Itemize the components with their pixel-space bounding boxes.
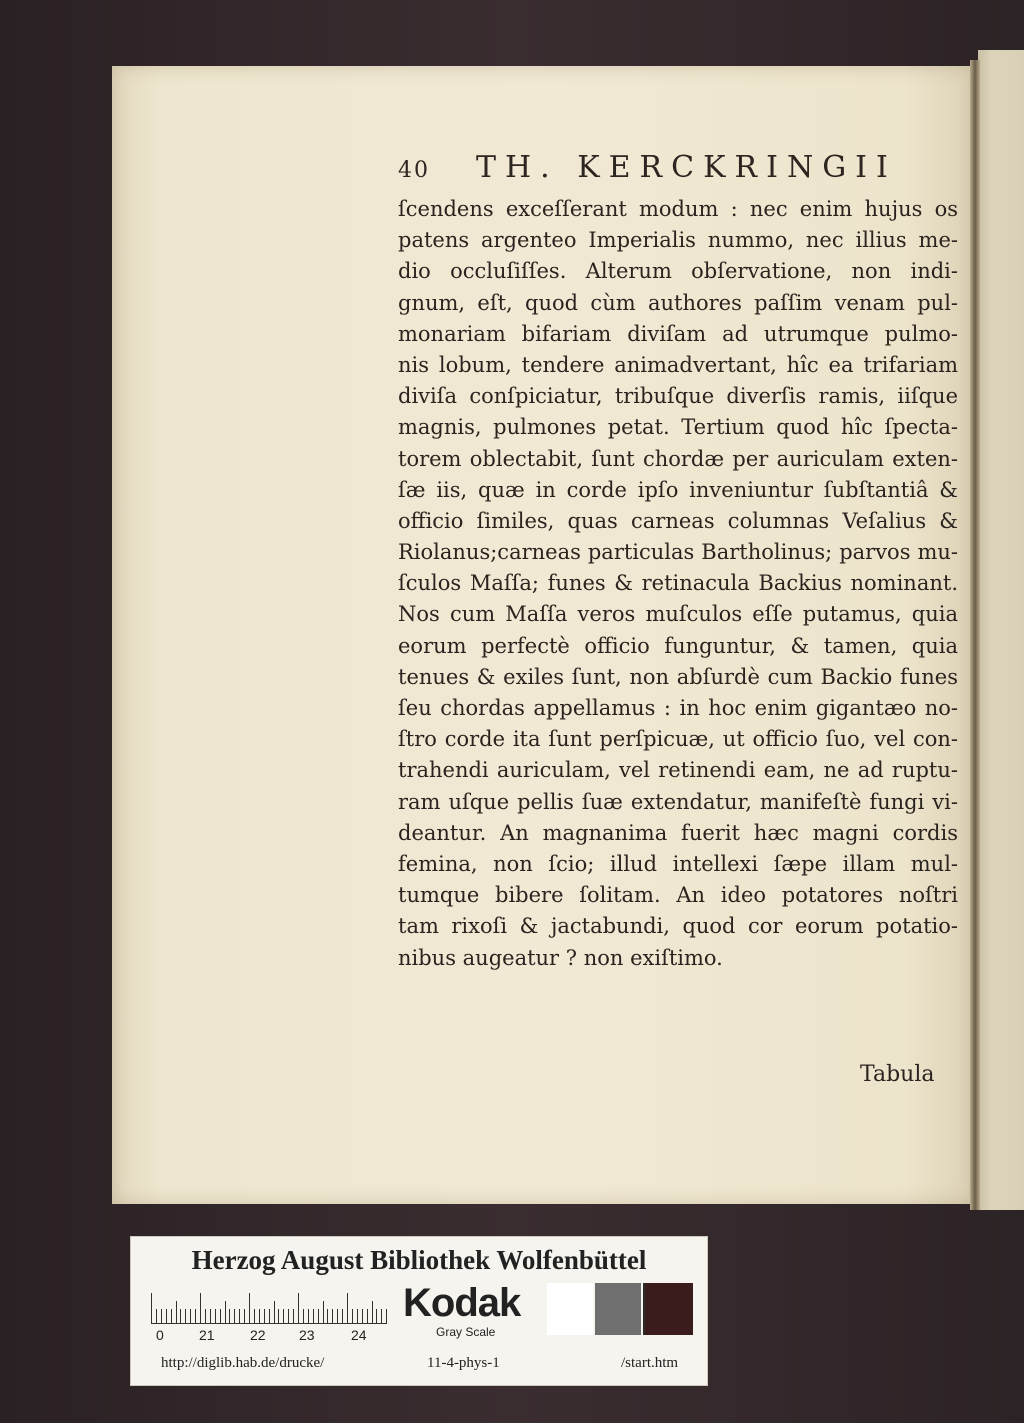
body-text xyxy=(398,194,958,974)
ruler-tick xyxy=(215,1309,216,1323)
text-line: ram uſque pellis ſuæ extendatur, manifeſtè fungi vi- xyxy=(398,789,958,814)
text-line: nis lobum, tendere animadvertant, hîc ea trifariam xyxy=(398,352,958,377)
page-header xyxy=(398,150,958,190)
text-line: trahendi auriculam, vel retinendi eam, ne ad ruptu- xyxy=(398,758,958,783)
ruler-tick xyxy=(357,1309,358,1323)
ruler-tick xyxy=(376,1309,377,1323)
ruler-tick xyxy=(264,1309,265,1323)
text-line: diviſa conſpiciatur, tribuſque diverſis ramis, iiſque xyxy=(398,384,958,409)
ruler-tick xyxy=(210,1309,211,1323)
ruler-tick xyxy=(220,1309,221,1323)
text-line: patens argenteo Imperialis nummo, nec illius me- xyxy=(398,228,958,253)
ruler-tick xyxy=(190,1309,191,1323)
ruler-tick xyxy=(229,1309,230,1323)
ruler-tick xyxy=(386,1309,387,1323)
ruler-tick xyxy=(323,1301,324,1323)
ruler-tick xyxy=(274,1301,275,1323)
ruler-tick xyxy=(288,1309,289,1323)
ruler-tick xyxy=(166,1309,167,1323)
scale-ruler xyxy=(151,1289,387,1324)
url-middle: 11-4-phys-1 xyxy=(427,1355,500,1371)
ruler-tick xyxy=(244,1309,245,1323)
text-line: ſtro corde ita ſunt perſpicuæ, ut officio ſuo, vel con- xyxy=(398,727,958,752)
ruler-tick xyxy=(313,1309,314,1323)
ruler-tick xyxy=(205,1309,206,1323)
ruler-tick xyxy=(308,1309,309,1323)
running-title: TH. KERCKRINGII xyxy=(476,150,897,185)
url-right: /start.htm xyxy=(621,1355,679,1371)
ruler-tick xyxy=(234,1309,235,1323)
text-line: gnum, eſt, quod cùm authores paſſim venam pul- xyxy=(398,290,958,315)
ruler-tick xyxy=(278,1309,279,1323)
text-line: Riolanus;carneas particulas Bartholinus; parvos mu- xyxy=(398,540,958,565)
text-line: ſcendens exceſſerant modum : nec enim hujus os xyxy=(398,197,958,221)
gray-patch-white xyxy=(547,1283,593,1335)
ruler-tick xyxy=(259,1309,260,1323)
ruler-tick xyxy=(327,1309,328,1323)
ruler-tick xyxy=(352,1309,353,1323)
text-line: magnis, pulmones petat. Tertium quod hîc ſpecta- xyxy=(398,415,958,440)
ruler-tick xyxy=(293,1309,294,1323)
text-line: nibus augeatur ? non exiſtimo. xyxy=(398,945,723,970)
ruler-tick xyxy=(269,1309,270,1323)
ruler-tick xyxy=(200,1293,201,1323)
page-number: 40 xyxy=(398,158,430,183)
ruler-tick xyxy=(180,1309,181,1323)
ruler-tick xyxy=(151,1293,152,1323)
book-gutter xyxy=(970,60,980,1210)
ruler-tick xyxy=(254,1309,255,1323)
text-line: monariam bifariam diviſam ad utrumque pulmo- xyxy=(398,321,958,346)
ruler-tick xyxy=(185,1309,186,1323)
url-left: http://diglib.hab.de/drucke/ xyxy=(161,1355,325,1371)
ruler-tick xyxy=(171,1309,172,1323)
text-line: eorum perfectè officio funguntur, & tamen, quia xyxy=(398,633,958,658)
ruler-tick xyxy=(161,1309,162,1323)
ruler-tick xyxy=(347,1293,348,1323)
ruler-tick xyxy=(239,1309,240,1323)
ruler-tick xyxy=(318,1309,319,1323)
target-title: Herzog August Bibliothek Wolfenbüttel xyxy=(191,1245,647,1275)
ruler-tick xyxy=(381,1309,382,1323)
gray-patch-black xyxy=(645,1283,693,1335)
ruler-tick xyxy=(372,1301,373,1323)
ruler-label: 24 xyxy=(351,1327,367,1343)
ruler-tick xyxy=(303,1309,304,1323)
ruler-tick xyxy=(176,1301,177,1323)
ruler-tick xyxy=(249,1293,250,1323)
text-line: ſculos Maſſa; funes & retinacula Backius nominant. xyxy=(398,571,958,596)
ruler-tick xyxy=(362,1309,363,1323)
text-line: tenues & exiles ſunt, non abſurdè cum Backio funes xyxy=(398,664,958,689)
ruler-tick xyxy=(195,1309,196,1323)
text-line: tam rixoſi & jactabundi, quod cor eorum potatio- xyxy=(398,914,958,939)
color-calibration-target xyxy=(130,1236,708,1386)
text-line: torem oblectabit, ſunt chordæ per auriculam exten- xyxy=(398,446,958,471)
catchword: Tabula xyxy=(860,1062,935,1087)
text-line: Nos cum Maſſa veros muſculos eſſe putamus, quia xyxy=(398,602,958,627)
ruler-label: 21 xyxy=(199,1327,215,1343)
gray-patch-mid xyxy=(595,1283,641,1335)
text-line: ſeu chordas appellamus : in hoc enim gigantæo no- xyxy=(398,696,958,720)
text-line: deantur. An magnanima fuerit hæc magni cordis xyxy=(398,820,958,845)
kodak-logo: Kodak xyxy=(403,1281,521,1325)
gray-scale-label: Gray Scale xyxy=(436,1325,496,1339)
ruler-tick xyxy=(367,1309,368,1323)
text-line: officio ſimiles, quas carneas columnas Veſalius & xyxy=(398,508,958,533)
ruler-tick xyxy=(225,1301,226,1323)
ruler-tick xyxy=(342,1309,343,1323)
ruler-label: 22 xyxy=(250,1327,266,1343)
ruler-label: 0 xyxy=(156,1327,164,1343)
ruler-tick xyxy=(298,1293,299,1323)
text-line: femina, non ſcio; illud intellexi ſæpe illam mul- xyxy=(398,851,958,876)
text-line: ſæ iis, quæ in corde ipſo inveniuntur ſubſtantiâ & xyxy=(398,477,958,502)
ruler-tick xyxy=(332,1309,333,1323)
ruler-label: 23 xyxy=(299,1327,315,1343)
facing-page-edge xyxy=(978,50,1024,1210)
ruler-tick xyxy=(283,1309,284,1323)
text-line: tumque bibere ſolitam. An ideo potatores noſtri xyxy=(398,883,958,908)
text-line: dio occluſiſſes. Alterum obſervatione, non indi- xyxy=(398,259,958,284)
ruler-tick xyxy=(337,1309,338,1323)
ruler-tick xyxy=(156,1309,157,1323)
